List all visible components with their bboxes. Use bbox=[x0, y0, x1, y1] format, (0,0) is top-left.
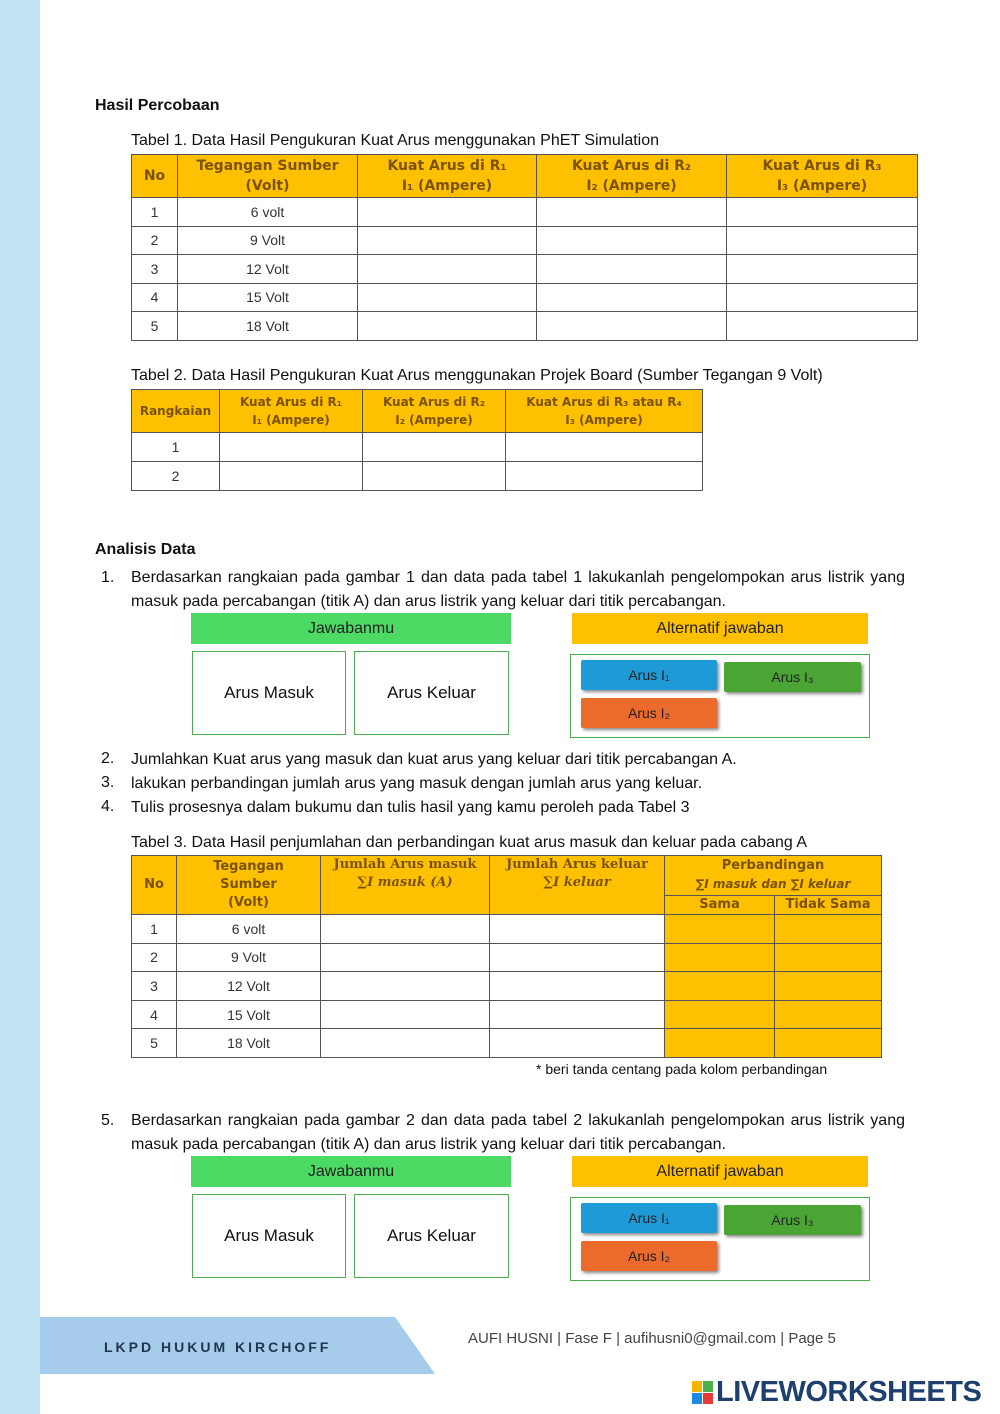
item-3-text: lakukan perbandingan jumlah arus yang masuk dengan jumlah arus yang keluar. bbox=[131, 775, 703, 792]
arus-i2-chip[interactable]: Arus I₂ bbox=[581, 698, 717, 728]
table2-header-2: Kuat Arus di R₂ I₂ (Ampere) bbox=[363, 390, 506, 433]
answer-cell[interactable] bbox=[490, 1029, 665, 1058]
table-row bbox=[132, 226, 918, 255]
check-cell[interactable] bbox=[775, 915, 882, 944]
table-row bbox=[132, 312, 918, 341]
answer-cell[interactable] bbox=[537, 198, 727, 227]
t3-header-keluar: Jumlah Arus keluar ∑I keluar bbox=[490, 856, 665, 915]
cell: 15 Volt bbox=[177, 1000, 321, 1029]
cell: 9 Volt bbox=[178, 226, 358, 255]
answer-cell[interactable] bbox=[321, 972, 490, 1001]
answer-cell[interactable] bbox=[727, 283, 918, 312]
check-cell[interactable] bbox=[775, 943, 882, 972]
cell: 1 bbox=[132, 198, 178, 227]
left-strip bbox=[0, 0, 40, 1414]
cell: 12 Volt bbox=[177, 972, 321, 1001]
check-cell[interactable] bbox=[665, 943, 775, 972]
check-cell[interactable] bbox=[665, 915, 775, 944]
table-row bbox=[132, 972, 882, 1001]
alternatif-header: Alternatif jawaban bbox=[572, 1156, 868, 1187]
table2-header-1: Kuat Arus di R₁ I₁ (Ampere) bbox=[220, 390, 363, 433]
table2 bbox=[131, 389, 703, 491]
section-title-hasil: Hasil Percobaan bbox=[95, 97, 220, 114]
check-cell[interactable] bbox=[775, 1000, 882, 1029]
check-cell[interactable] bbox=[665, 1000, 775, 1029]
item-4-text: Tulis prosesnya dalam bukumu dan tulis hasil yang kamu peroleh pada Tabel 3 bbox=[131, 799, 690, 816]
arus-i1-chip[interactable]: Arus I₁ bbox=[581, 1203, 717, 1233]
answer-cell[interactable] bbox=[358, 283, 537, 312]
cell: 1 bbox=[132, 433, 220, 462]
answer-cell[interactable] bbox=[358, 226, 537, 255]
cell: 15 Volt bbox=[178, 283, 358, 312]
answer-cell[interactable] bbox=[537, 226, 727, 255]
answer-cell[interactable] bbox=[220, 462, 363, 491]
arus-i2-chip[interactable]: Arus I₂ bbox=[581, 1241, 717, 1271]
table1-header-3: Kuat Arus di R₂ I₂ (Ampere) bbox=[537, 155, 727, 198]
cell: 2 bbox=[132, 462, 220, 491]
logo-icon bbox=[692, 1381, 713, 1404]
table1-header-4: Kuat Arus di R₃ I₃ (Ampere) bbox=[727, 155, 918, 198]
cell: 3 bbox=[132, 972, 177, 1001]
answer-cell[interactable] bbox=[490, 943, 665, 972]
t3-header-masuk: Jumlah Arus masuk ∑I masuk (A) bbox=[321, 856, 490, 915]
cell: 4 bbox=[132, 283, 178, 312]
cell: 6 volt bbox=[177, 915, 321, 944]
answer-cell[interactable] bbox=[727, 226, 918, 255]
arus-masuk-dropzone[interactable]: Arus Masuk bbox=[192, 651, 346, 735]
arus-i1-chip[interactable]: Arus I₁ bbox=[581, 660, 717, 690]
cell: 1 bbox=[132, 915, 177, 944]
table3-note: * beri tanda centang pada kolom perbandingan bbox=[536, 1061, 828, 1077]
t3-header-tegangan: Tegangan Sumber (Volt) bbox=[177, 856, 321, 915]
answer-cell[interactable] bbox=[358, 312, 537, 341]
table1-header-0: No bbox=[132, 155, 178, 198]
table2-header-0: Rangkaian bbox=[132, 390, 220, 433]
answer-cell[interactable] bbox=[490, 915, 665, 944]
table-row bbox=[132, 1029, 882, 1058]
liveworksheets-logo: LIVEWORKSHEETS bbox=[692, 1376, 981, 1409]
t3-header-perbandingan: Perbandingan ∑I masuk dan ∑I keluar bbox=[665, 856, 882, 896]
check-cell[interactable] bbox=[775, 1029, 882, 1058]
arus-masuk-dropzone[interactable]: Arus Masuk bbox=[192, 1194, 346, 1278]
answer-cell[interactable] bbox=[506, 433, 703, 462]
item-number: 1. bbox=[101, 569, 115, 586]
table1 bbox=[131, 154, 918, 341]
jawabanmu-header: Jawabanmu bbox=[191, 613, 511, 644]
item-number: 3. bbox=[101, 774, 115, 791]
table-row bbox=[132, 255, 918, 284]
cell: 5 bbox=[132, 1029, 177, 1058]
item-2-text: Jumlahkan Kuat arus yang masuk dan kuat arus yang keluar dari titik percabangan A. bbox=[131, 751, 737, 768]
table1-caption: Tabel 1. Data Hasil Pengukuran Kuat Arus menggunakan PhET Simulation bbox=[131, 132, 660, 149]
table2-caption: Tabel 2. Data Hasil Pengukuran Kuat Arus menggunakan Projek Board (Sumber Tegangan 9 Volt) bbox=[131, 367, 823, 384]
table1-header-2: Kuat Arus di R₁ I₁ (Ampere) bbox=[358, 155, 537, 198]
answer-cell[interactable] bbox=[490, 972, 665, 1001]
cell: 9 Volt bbox=[177, 943, 321, 972]
cell: 18 Volt bbox=[178, 312, 358, 341]
answer-cell[interactable] bbox=[321, 1029, 490, 1058]
answer-cell[interactable] bbox=[321, 915, 490, 944]
table-row bbox=[132, 1000, 882, 1029]
section-title-analisis: Analisis Data bbox=[95, 541, 196, 558]
answer-cell[interactable] bbox=[506, 462, 703, 491]
alternatif-header: Alternatif jawaban bbox=[572, 613, 868, 644]
table-row bbox=[132, 943, 882, 972]
table-row bbox=[132, 283, 918, 312]
cell: 3 bbox=[132, 255, 178, 284]
arus-keluar-dropzone[interactable]: Arus Keluar bbox=[354, 651, 509, 735]
table3-caption: Tabel 3. Data Hasil penjumlahan dan perbandingan kuat arus masuk dan keluar pada cabang A bbox=[131, 834, 808, 851]
jawabanmu-header: Jawabanmu bbox=[191, 1156, 511, 1187]
cell: 4 bbox=[132, 1000, 177, 1029]
table1-header-1: Tegangan Sumber (Volt) bbox=[178, 155, 358, 198]
t3-header-sama: Sama bbox=[665, 896, 775, 915]
check-cell[interactable] bbox=[665, 1029, 775, 1058]
arus-keluar-dropzone[interactable]: Arus Keluar bbox=[354, 1194, 509, 1278]
table-row bbox=[132, 462, 703, 491]
answer-cell[interactable] bbox=[490, 1000, 665, 1029]
answer-cell[interactable] bbox=[537, 312, 727, 341]
check-cell[interactable] bbox=[665, 972, 775, 1001]
answer-cell[interactable] bbox=[727, 255, 918, 284]
answer-cell[interactable] bbox=[363, 433, 506, 462]
answer-cell[interactable] bbox=[321, 1000, 490, 1029]
footer-title: LKPD HUKUM KIRCHOFF bbox=[104, 1339, 332, 1355]
t3-header-no: No bbox=[132, 856, 177, 915]
answer-cell[interactable] bbox=[727, 198, 918, 227]
cell: 6 volt bbox=[178, 198, 358, 227]
table-row bbox=[132, 915, 882, 944]
table2-header-3: Kuat Arus di R₃ atau R₄ I₃ (Ampere) bbox=[506, 390, 703, 433]
footer-info: AUFI HUSNI | Fase F | aufihusni0@gmail.com | Page 5 bbox=[468, 1330, 836, 1347]
cell: 18 Volt bbox=[177, 1029, 321, 1058]
answer-cell[interactable] bbox=[321, 943, 490, 972]
cell: 5 bbox=[132, 312, 178, 341]
table3 bbox=[131, 855, 882, 1058]
check-cell[interactable] bbox=[775, 972, 882, 1001]
item-number: 4. bbox=[101, 798, 115, 815]
answer-cell[interactable] bbox=[537, 255, 727, 284]
item-number: 2. bbox=[101, 750, 115, 767]
answer-cell[interactable] bbox=[537, 283, 727, 312]
answer-cell[interactable] bbox=[727, 312, 918, 341]
item-5-text: Berdasarkan rangkaian pada gambar 2 dan data pada tabel 2 lakukanlah pengelompokan arus listrik yang masuk pada percabangan (titik A) dan arus listrik yang keluar dari titik percabangan. bbox=[131, 1112, 905, 1153]
answer-cell[interactable] bbox=[358, 255, 537, 284]
table-row bbox=[132, 433, 703, 462]
t3-header-tidak-sama: Tidak Sama bbox=[775, 896, 882, 915]
cell: 2 bbox=[132, 943, 177, 972]
answer-cell[interactable] bbox=[358, 198, 537, 227]
arus-i3-chip[interactable]: Arus I₃ bbox=[724, 662, 861, 692]
item-1-text: Berdasarkan rangkaian pada gambar 1 dan data pada tabel 1 lakukanlah pengelompokan arus listrik yang masuk pada percabangan (titik A) dan arus listrik yang keluar dari titik percabangan. bbox=[131, 569, 905, 610]
table-row bbox=[132, 198, 918, 227]
answer-cell[interactable] bbox=[220, 433, 363, 462]
cell: 2 bbox=[132, 226, 178, 255]
item-number: 5. bbox=[101, 1112, 115, 1129]
answer-cell[interactable] bbox=[363, 462, 506, 491]
cell: 12 Volt bbox=[178, 255, 358, 284]
arus-i3-chip[interactable]: Arus I₃ bbox=[724, 1205, 861, 1235]
